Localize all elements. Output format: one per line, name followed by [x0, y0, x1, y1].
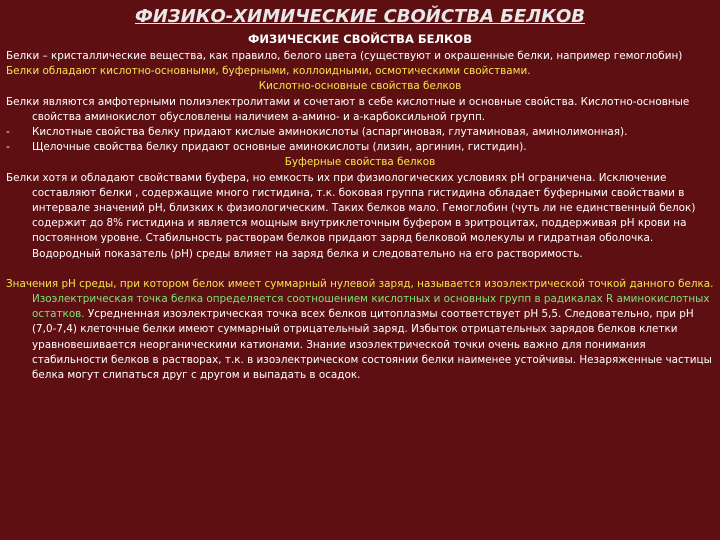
list-item-acidic	[6, 125, 714, 140]
section-heading-physical: ФИЗИЧЕСКИЕ СВОЙСТВА БЕЛКОВ	[248, 32, 472, 46]
paragraph-isoelectric	[6, 277, 714, 383]
bullet-dash: -	[6, 126, 10, 139]
slide-title: ФИЗИКО-ХИМИЧЕСКИЕ СВОЙСТВА БЕЛКОВ	[135, 6, 585, 27]
list-item-text: Щелочные свойства белку придают основные аминокислоты (лизин, аргинин, гистидин).	[32, 141, 527, 154]
section-heading-acid-base: Кислотно-основные свойства белков	[258, 80, 462, 93]
paragraph-crystalline: Белки – кристаллические вещества, как правило, белого цвета (существуют и окрашенные белки, например гемоглобин)	[6, 50, 683, 62]
paragraph-buffer: Белки хотя и обладают свойствами буфера, но емкость их при физиологических условиях рН ограничена. Исключение составляют белки , содержащие много гистидина, т.к. боковая группа гистидина обладает буферными свойствами в интервале значений рН, близких к физиологическим. Таких белков мало. Гемоглобин (чуть ли не единственный белок) содержит до 8% гистидина и является мощным внутриклеточным буфером в эритроцитах, поддерживая рН крови на постоянном уровне. Стабильность растворам белков придают заряд белковой молекулы и гидратная оболочка. Водородный показатель (рН) среды влияет на заряд белка и следовательно на его растворимость.	[6, 171, 696, 260]
list-item-basic	[6, 140, 714, 155]
list-item-text: Кислотные свойства белку придают кислые аминокислоты (аспаргиновая, глутаминовая, аминолимонная).	[32, 126, 628, 139]
paragraph-amphoteric: Белки являются амфотерными полиэлектролитами и сочетают в себе кислотные и основные свойства. Кислотно-основные свойства аминокислот обусловлены наличием а-амино- и а-карбоксильной групп.	[6, 95, 690, 123]
paragraph-properties: Белки обладают кислотно-основными, буферными, коллоидными, осмотическими свойствами.	[6, 65, 531, 78]
isoelectric-definition: Значения рН среды, при котором белок имеет суммарный нулевой заряд, называется изоэлектрической точкой данного белка.	[6, 277, 714, 290]
isoelectric-details: Усредненная изоэлектрическая точка всех белков цитоплазмы соответствует рН 5,5. Следовательно, при рН (7,0-7,4) клеточные белки имеют суммарный отрицательный заряд. Избыток отрицательных зарядов белков клетки уравновешивается неорганическими катионами. Знание изоэлектрической точки очень важно для понимания стабильности белков в растворах, т.к. в изоэлектрическом состоянии белки наименее устойчивы. Незаряженные частицы белка могут слипаться друг с другом и выпадать в осадок.	[32, 308, 712, 382]
bullet-dash: -	[6, 141, 10, 154]
isoelectric-highlight: Изоэлектрическая точка белка определяется соотношением кислотных и основных групп в радикалах R аминокислотных остатков.	[32, 293, 710, 321]
section-heading-buffer: Буферные свойства белков	[284, 156, 436, 169]
spacer	[6, 262, 714, 277]
